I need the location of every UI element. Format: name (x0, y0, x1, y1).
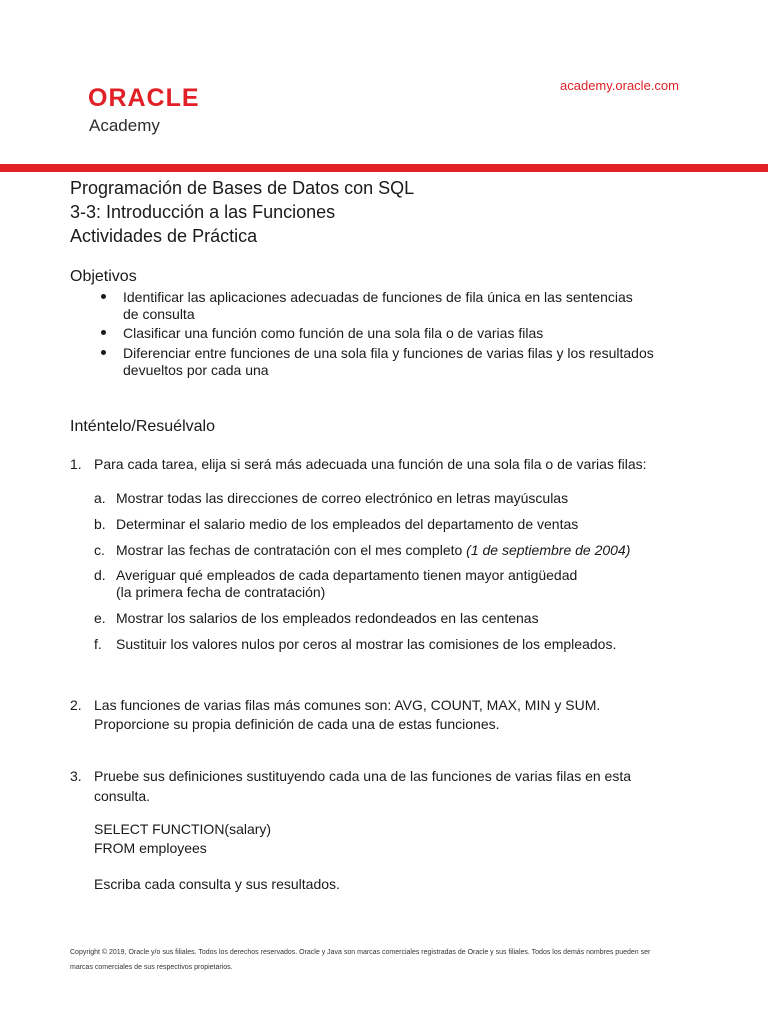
task-text-cont: (la primera fecha de contratación) (116, 584, 326, 600)
objective-item: Clasificar una función como función de una sola fila o de varias filas (123, 325, 544, 341)
copyright-line: Copyright © 2019, Oracle y/o sus filiales. Todos los derechos reservados. Oracle y Java son marcas comerciales registradas de Oracle y sus filiales. Todos los demás nombres pueden ser (70, 949, 651, 956)
bullet-icon (101, 350, 106, 355)
bullet-icon (101, 330, 106, 335)
course-title: Programación de Bases de Datos con SQL (70, 178, 415, 198)
objective-item-cont: devueltos por cada una (123, 362, 269, 378)
task-letter: c. (94, 542, 105, 558)
question-text-cont: Proporcione su propia definición de cada una de estas funciones. (94, 716, 500, 732)
task-text-plain: Mostrar las fechas de contratación con el mes completo (116, 542, 467, 558)
task-text: Mostrar todas las direcciones de correo electrónico en letras mayúsculas (116, 490, 569, 506)
activity-title: Actividades de Práctica (70, 226, 258, 246)
oracle-logo-word: ORACLE (88, 84, 200, 112)
copyright-notice (70, 945, 700, 975)
header-divider (0, 164, 768, 172)
task-text: Determinar el salario medio de los empleados del departamento de ventas (116, 516, 579, 532)
question-text-cont: consulta. (94, 788, 151, 804)
question-instruction: Escriba cada consulta y sus resultados. (94, 876, 340, 892)
lesson-title: 3-3: Introducción a las Funciones (70, 202, 336, 222)
task-letter: b. (94, 516, 106, 532)
objectives-heading: Objetivos (70, 268, 137, 285)
objective-item: Identificar las aplicaciones adecuadas de funciones de fila única en las sentencias (123, 289, 633, 305)
question-number: 3. (70, 768, 82, 784)
task-letter: d. (94, 567, 106, 583)
copyright-line: marcas comerciales de sus respectivos propietarios. (70, 964, 233, 971)
oracle-logo-academy: Academy (89, 116, 160, 135)
task-letter: f. (94, 636, 102, 652)
task-letter: a. (94, 490, 106, 506)
task-text: Sustituir los valores nulos por ceros al mostrar las comisiones de los empleados. (116, 636, 617, 652)
question-text: Para cada tarea, elija si será más adecuada una función de una sola fila o de varias filas: (94, 456, 647, 472)
task-text (116, 543, 630, 557)
question-number: 1. (70, 456, 82, 472)
sql-code-line: SELECT FUNCTION(salary) (94, 821, 272, 837)
bullet-icon (101, 294, 106, 299)
task-letter: e. (94, 610, 106, 626)
task-text-example: (1 de septiembre de 2004) (466, 542, 631, 558)
question-text: Pruebe sus definiciones sustituyendo cada una de las funciones de varias filas en esta (94, 768, 632, 784)
objective-item-cont: de consulta (123, 306, 195, 322)
question-number: 2. (70, 697, 82, 713)
tryit-heading: Inténtelo/Resuélvalo (70, 418, 215, 435)
sql-code-line: FROM employees (94, 840, 207, 856)
academy-site-link[interactable]: academy.oracle.com (560, 78, 679, 93)
objective-item: Diferenciar entre funciones de una sola fila y funciones de varias filas y los resultados (123, 345, 654, 361)
task-text: Mostrar los salarios de los empleados redondeados en las centenas (116, 610, 539, 626)
question-text: Las funciones de varias filas más comunes son: AVG, COUNT, MAX, MIN y SUM. (94, 697, 601, 713)
task-text: Averiguar qué empleados de cada departamento tienen mayor antigüedad (116, 567, 578, 583)
